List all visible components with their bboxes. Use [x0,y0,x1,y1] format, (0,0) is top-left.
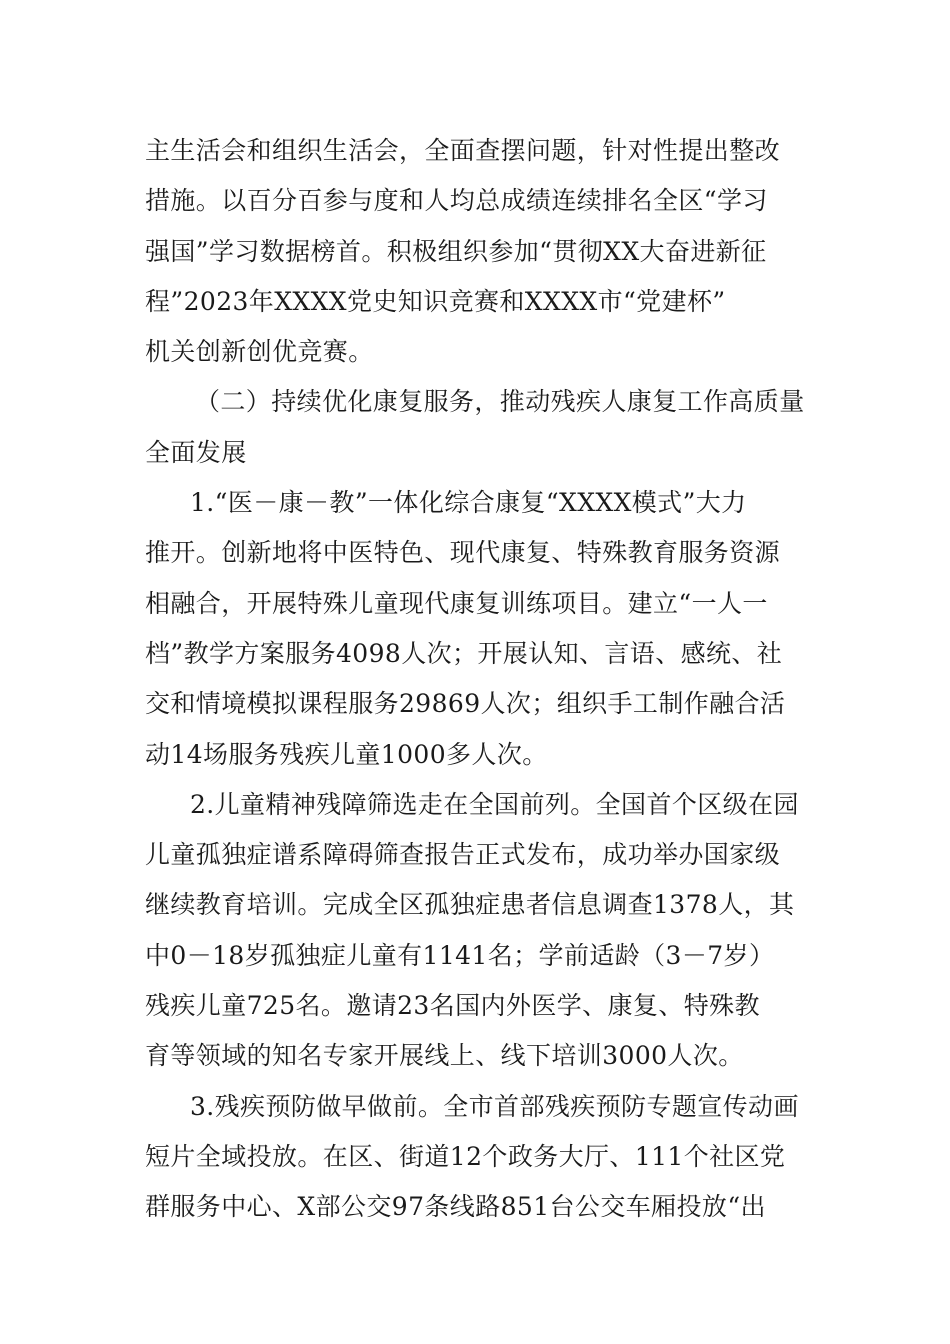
text-line: 中0－18岁孤独症儿童有1141名；学前适龄（3－7岁） [145,940,775,970]
text-line: 机关创新创优竞赛。 [145,337,374,367]
paragraph-item-2-screening [145,780,810,1082]
text-line: （二）持续优化康复服务，推动残疾人康复工作高质量 [195,387,805,417]
document-body [145,126,810,1233]
text-line: 3.残疾预防做早做前。全市首部残疾预防专题宣传动画 [190,1091,799,1121]
text-line: 儿童孤独症谱系障碍筛查报告正式发布，成功举办国家级 [145,840,781,870]
text-line: 交和情境模拟课程服务29869人次；组织手工制作融合活 [145,689,786,719]
text-line: 推开。创新地将中医特色、现代康复、特殊教育服务资源 [145,538,781,568]
text-line: 残疾儿童725名。邀请23名国内外医学、康复、特殊教 [145,991,760,1021]
text-line: 2.儿童精神残障筛选走在全国前列。全国首个区级在园 [190,789,799,819]
text-line: 全面发展 [145,437,247,467]
text-line: 相融合，开展特殊儿童现代康复训练项目。建立“一人一 [145,588,768,618]
section-heading-rehab-service [145,377,810,478]
paragraph-item-3-prevention [145,1082,810,1233]
text-line: 育等领域的知名专家开展线上、线下培训3000人次。 [145,1041,744,1071]
text-line: 档”教学方案服务4098人次；开展认知、言语、感统、社 [145,638,783,668]
text-line: 继续教育培训。完成全区孤独症患者信息调查1378人，其 [145,890,795,920]
text-line: 强国”学习数据榜首。积极组织参加“贯彻XX大奋进新征 [145,236,767,266]
paragraph-item-1-rehab-model [145,478,810,780]
text-line: 群服务中心、X部公交97条线路851台公交车厢投放“出 [145,1192,766,1222]
text-line: 程”2023年XXXX党史知识竞赛和XXXX市“党建杯” [145,286,726,316]
text-line: 短片全域投放。在区、街道12个政务大厅、111个社区党 [145,1141,786,1171]
paragraph-party-activities [145,126,810,377]
text-line: 措施。以百分百参与度和人均总成绩连续排名全区“学习 [145,186,768,216]
text-line: 主生活会和组织生活会，全面查摆问题，针对性提出整改 [145,136,781,165]
text-line: 1.“医－康－教”一体化综合康复“XXXX模式”大力 [190,488,747,518]
text-line: 动14场服务残疾儿童1000多人次。 [145,739,548,769]
